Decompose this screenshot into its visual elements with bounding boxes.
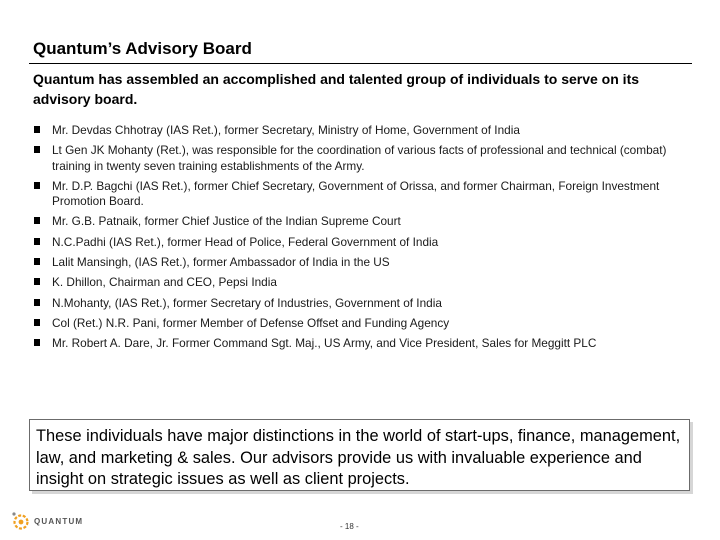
advisor-text: K. Dhillon, Chairman and CEO, Pepsi India <box>52 275 277 290</box>
company-logo <box>10 510 83 532</box>
advisor-text: N.Mohanty, (IAS Ret.), former Secretary of Industries, Government of India <box>52 295 442 310</box>
page-number: - 18 - <box>340 522 359 531</box>
title-divider <box>29 63 692 64</box>
bullet-square-icon <box>34 299 40 306</box>
callout-box <box>29 419 690 491</box>
list-item <box>33 143 693 174</box>
bullet-square-icon <box>34 238 40 245</box>
bullet-square-icon <box>34 278 40 285</box>
logo-wordmark: QUANTUM <box>34 516 84 526</box>
intro-text: Quantum has assembled an accomplished and talented group of individuals to serve on its advisory board. <box>33 71 640 107</box>
list-item <box>33 296 693 311</box>
bullet-square-icon <box>34 182 40 189</box>
list-item <box>33 275 693 290</box>
list-item <box>33 255 693 270</box>
advisor-text: Mr. Robert A. Dare, Jr. Former Command Sgt. Maj., US Army, and Vice President, Sales for Meggitt PLC <box>52 336 597 351</box>
slide-title: Quantum’s Advisory Board <box>33 39 252 58</box>
list-item <box>33 214 693 229</box>
bullet-square-icon <box>34 126 40 133</box>
bullet-square-icon <box>34 339 40 346</box>
bullet-square-icon <box>34 258 40 265</box>
bullet-square-icon <box>34 217 40 224</box>
advisor-list <box>33 123 693 357</box>
bullet-square-icon <box>34 319 40 326</box>
callout-text: These individuals have major distinctions in the world of start-ups, finance, management, law, and marketing & sales. Our advisors provide us with invaluable experience and insight on strategic issues as well as client projects. <box>36 427 681 488</box>
advisor-text: Lt Gen JK Mohanty (Ret.), was responsible for the coordination of various facts of professional and technical (combat) training in twenty seven training establishments of the Army. <box>52 143 667 173</box>
advisor-text: Mr. G.B. Patnaik, former Chief Justice of the Indian Supreme Court <box>52 214 401 229</box>
list-item <box>33 235 693 250</box>
advisor-text: Mr. Devdas Chhotray (IAS Ret.), former Secretary, Ministry of Home, Government of India <box>52 123 520 137</box>
advisor-text: Mr. D.P. Bagchi (IAS Ret.), former Chief Secretary, Government of Orissa, and former Chairman, Foreign Investment Promotion Board. <box>52 178 660 209</box>
list-item <box>33 123 693 138</box>
list-item <box>33 316 693 331</box>
quantum-logo-icon <box>10 510 32 532</box>
advisor-text: Lalit Mansingh, (IAS Ret.), former Ambassador of India in the US <box>52 255 390 270</box>
advisor-text: Col (Ret.) N.R. Pani, former Member of Defense Offset and Funding Agency <box>52 315 450 330</box>
bullet-square-icon <box>34 146 40 153</box>
list-item <box>33 179 693 210</box>
advisor-text: N.C.Padhi (IAS Ret.), former Head of Police, Federal Government of India <box>52 234 439 249</box>
list-item <box>33 336 693 351</box>
